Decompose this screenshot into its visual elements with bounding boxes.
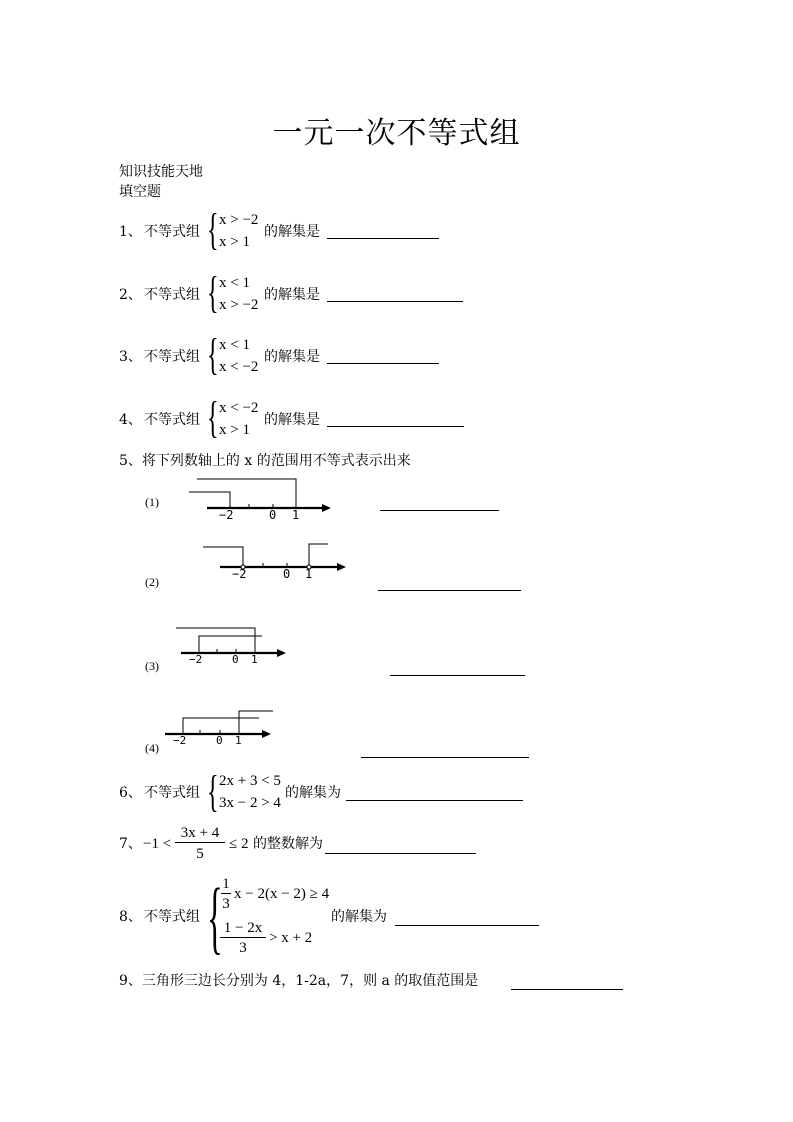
fraction-denominator: 3: [222, 896, 230, 912]
brace-icon: {: [207, 767, 219, 816]
tick-label: −2: [189, 653, 203, 666]
inequality-line: x > 1: [219, 234, 250, 250]
brace-icon: {: [207, 268, 219, 317]
question-6: [119, 767, 539, 818]
number-line-2: [203, 544, 346, 571]
inequality-line: > x + 2: [269, 930, 313, 946]
question-number: 8、: [119, 909, 142, 925]
answer-blank-6[interactable]: [346, 800, 523, 801]
tick-label: 1: [292, 508, 300, 522]
tick-label: 1: [251, 653, 258, 666]
answer-blank-5-4[interactable]: [361, 757, 529, 758]
sub-label-4: (4): [145, 741, 159, 755]
question-suffix: 的整数解为: [253, 836, 323, 852]
brace-icon: {: [207, 205, 219, 254]
tick-label: 1: [305, 567, 313, 581]
fraction-numerator: 3x + 4: [175, 825, 225, 843]
question-suffix: 的解集是: [264, 287, 320, 303]
inequality-line: 2x + 3 < 5: [219, 773, 281, 789]
fraction-denominator: 5: [196, 846, 204, 862]
tick-label: −2: [219, 508, 234, 522]
question-suffix: 的解集是: [264, 349, 320, 365]
inequality-line: 3x − 2 > 4: [219, 795, 281, 811]
tick-label: −2: [173, 734, 187, 747]
question-prefix: 不等式组: [144, 412, 200, 428]
question-number: 7、: [119, 836, 142, 852]
answer-blank-5-1[interactable]: [380, 510, 499, 511]
tick-label: 0: [269, 508, 277, 522]
brace-icon: {: [207, 330, 219, 379]
fraction-numerator: 1: [222, 876, 230, 892]
tick-label: −2: [232, 567, 247, 581]
question-suffix: 的解集为: [331, 909, 387, 925]
question-number: 3、: [119, 349, 142, 365]
inequality-line: x < 1: [219, 275, 250, 291]
question-prefix: 不等式组: [144, 224, 200, 240]
inequality-line: x < −2: [219, 359, 259, 375]
inequality-line: x > −2: [219, 297, 259, 313]
sub-label-2: (2): [145, 575, 159, 589]
question-suffix: 的解集为: [285, 785, 341, 801]
tick-label: 1: [235, 734, 242, 747]
sub-label-3: (3): [145, 659, 159, 673]
question-suffix: 的解集是: [264, 412, 320, 428]
question-number: 2、: [119, 287, 142, 303]
question-prefix: 不等式组: [144, 785, 200, 801]
inequality-line: x > −2: [219, 212, 259, 228]
question-prefix: 不等式组: [144, 287, 200, 303]
answer-blank-5-2[interactable]: [378, 590, 521, 591]
inequality-line: x < −2: [219, 400, 259, 416]
page-title: 一元一次不等式组: [272, 116, 521, 151]
answer-blank-9[interactable]: [511, 989, 623, 990]
question-number: 6、: [119, 785, 142, 801]
question-prefix: 不等式组: [144, 349, 200, 365]
question-prefix: 不等式组: [144, 909, 200, 925]
question-suffix: 的解集是: [264, 224, 320, 240]
inequality-line: x − 2(x − 2) ≥ 4: [234, 886, 330, 902]
question-number: 4、: [119, 412, 142, 428]
tick-label: 0: [216, 734, 223, 747]
section-subheading: 填空题: [119, 184, 161, 200]
question-8: [119, 871, 549, 962]
tick-label: 0: [283, 567, 291, 581]
fraction-numerator: 1 − 2x: [220, 920, 266, 938]
math-left: −1 <: [143, 836, 172, 852]
question-9-text: 9、三角形三边长分别为 4，1-2a，7，则 a 的取值范围是: [119, 973, 479, 989]
answer-blank-7[interactable]: [325, 853, 476, 854]
inequality-line: x > 1: [219, 422, 250, 438]
question-7: [119, 825, 499, 865]
fraction-denominator: 3: [239, 940, 247, 956]
brace-icon: {: [207, 393, 219, 442]
tick-label: 0: [232, 653, 239, 666]
sub-label-1: (1): [145, 495, 159, 509]
answer-blank-5-3[interactable]: [390, 675, 525, 676]
brace-icon: {: [207, 871, 223, 962]
question-5-text: 5、将下列数轴上的 x 的范围用不等式表示出来: [119, 453, 411, 469]
section-heading: 知识技能天地: [119, 164, 203, 180]
math-right: ≤ 2: [229, 836, 249, 852]
inequality-line: x < 1: [219, 337, 250, 353]
answer-blank-8[interactable]: [395, 925, 539, 926]
number-line-1: [189, 479, 331, 512]
question-number: 1、: [119, 224, 142, 240]
